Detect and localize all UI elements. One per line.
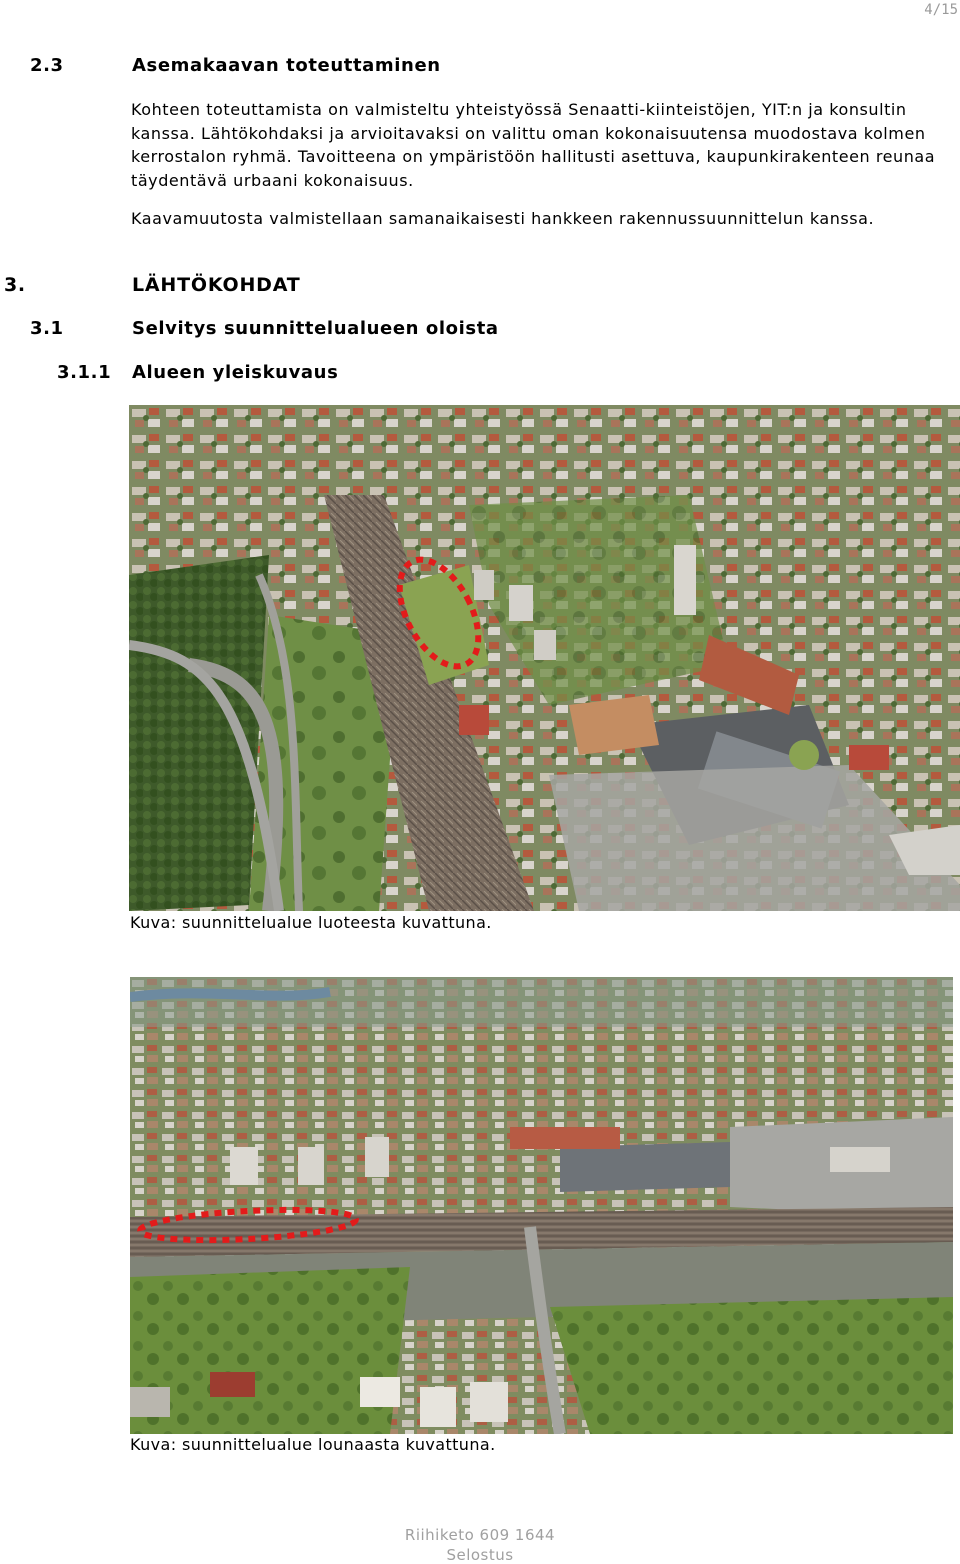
section-3-1-title: Selvitys suunnittelualueen oloista: [132, 318, 499, 339]
footer-reference: Riihiketo 609 1644: [404, 1526, 556, 1544]
section-2-3-number: 2.3: [30, 55, 64, 76]
section-3-number: 3.: [4, 274, 26, 296]
footer-document-type: Selostus: [446, 1546, 514, 1564]
aerial-photo-southwest: [130, 977, 953, 1434]
figure-2-caption: Kuva: suunnittelualue lounaasta kuvattuna.: [130, 1435, 496, 1454]
figure-1-caption: Kuva: suunnittelualue luoteesta kuvattuna.: [130, 913, 492, 932]
section-3-1-1-title: Alueen yleiskuvaus: [132, 362, 339, 383]
section-3-1-number: 3.1: [30, 318, 64, 339]
aerial-photo-northwest: [129, 405, 960, 911]
section-3-1-1-number: 3.1.1: [57, 362, 112, 383]
section-3-title: LÄHTÖKOHDAT: [132, 274, 301, 296]
page-number: 4/15: [924, 2, 958, 18]
section-2-3-title: Asemakaavan toteuttaminen: [132, 55, 441, 76]
section-2-3-paragraph-2: Kaavamuutosta valmistellaan samanaikaisesti hankkeen rakennussuunnittelun kanssa.: [131, 209, 875, 228]
section-2-3-paragraph-1: Kohteen toteuttamista on valmisteltu yhteistyössä Senaatti-kiinteistöjen, YIT:n ja konsultin kanssa. Lähtökohdaksi ja arvioitavaksi on valittu oman kokonaisuutensa muodostava kolmen kerrostalon ryhmä. Tavoitteena on ympäristöön hallitusti asettuva, kaupunkirakenteen reunaa täydentävä urbaani kokonaisuus.: [131, 100, 936, 190]
